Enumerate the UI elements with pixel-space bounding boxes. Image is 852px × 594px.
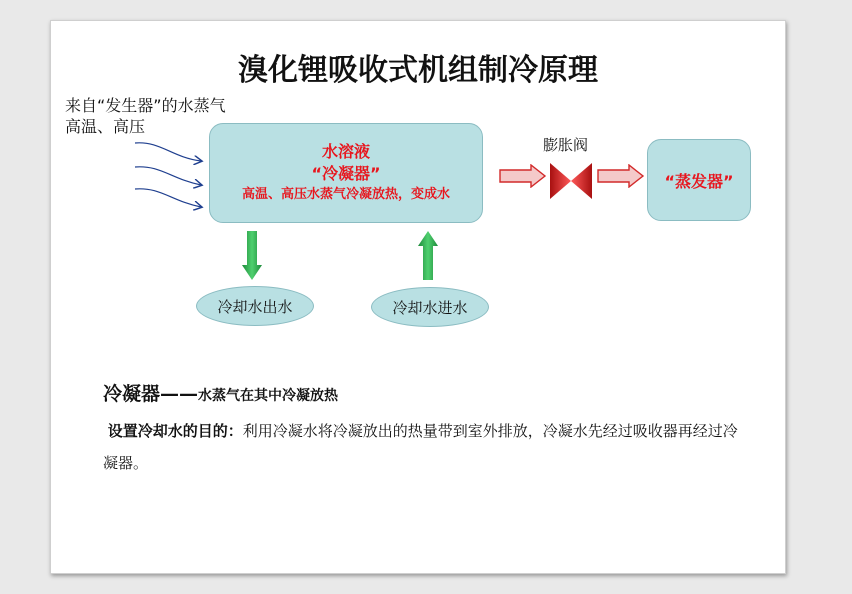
cooling-water-in-ellipse (371, 287, 489, 327)
steam-arrow-2 (135, 167, 201, 185)
evaporator-box (647, 139, 751, 221)
condenser-line1: 水溶液 (321, 142, 370, 161)
cooling-water-in-label: 冷却水进水 (392, 298, 468, 317)
evaporator-label: “蒸发器” (664, 171, 734, 191)
cooling-purpose-paragraph (103, 415, 743, 479)
cooling-purpose-label: 设置冷却水的目的： (107, 422, 243, 440)
condenser-line2: “冷凝器” (311, 164, 381, 183)
condenser-heading (103, 379, 338, 406)
arrow-to-evaporator (597, 164, 645, 188)
cooling-water-in-arrow (417, 231, 439, 281)
steam-inflow-arrows (131, 133, 211, 215)
cooling-water-out-arrow (241, 231, 263, 281)
source-label-line2: 高温、高压 (65, 117, 146, 136)
cooling-purpose-text: 利用冷凝水将冷凝放出的热量带到室外排放，冷凝水先经过吸收器再经过冷凝器。 (103, 422, 738, 472)
condenser-box (209, 123, 483, 223)
steam-arrow-1 (135, 143, 201, 161)
source-label-line1: 来自“发生器”的水蒸气 (65, 96, 226, 115)
expansion-valve-icon (549, 162, 593, 200)
condenser-line3: 高温、高压水蒸气冷凝放热，变成水 (241, 187, 450, 202)
cooling-water-out-ellipse (196, 286, 314, 326)
cooling-water-out-label: 冷却水出水 (217, 297, 293, 316)
source-label (65, 95, 226, 137)
steam-arrow-3 (135, 189, 201, 207)
condenser-heading-desc: 水蒸气在其中冷凝放热 (198, 388, 339, 404)
valve-label: 膨胀阀 (543, 136, 589, 154)
arrow-to-valve (499, 164, 547, 188)
slide-title: 溴化锂吸收式机组制冷原理 (238, 53, 598, 88)
condenser-heading-term: 冷凝器—— (103, 383, 199, 405)
slide (50, 20, 786, 574)
